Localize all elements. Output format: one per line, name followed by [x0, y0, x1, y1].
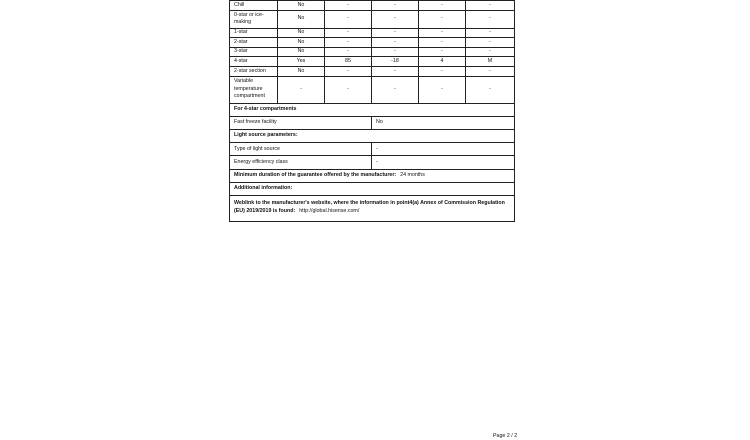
table-cell: -	[372, 28, 419, 38]
table-cell: -	[466, 28, 515, 38]
table-cell: -	[325, 47, 372, 57]
table-cell: No	[278, 38, 325, 48]
compartment-label: Variable temperature compartment	[230, 76, 278, 103]
light-type-label: Type of light source	[230, 143, 372, 156]
table-cell: -	[419, 66, 466, 76]
additional-info-heading: Additional information:	[230, 182, 515, 195]
compartment-label: 2-star	[230, 38, 278, 48]
weblink-label: Weblink to the manufacturer's website, where the information in point4(a) Annex of Commission Regulation (EU) 2019/2019 is found:	[234, 200, 505, 214]
table-cell: -	[419, 28, 466, 38]
table-row	[230, 47, 515, 57]
compartment-label: Chill	[230, 1, 278, 11]
table-cell: -	[372, 10, 419, 28]
section-heading-row	[230, 182, 515, 195]
table-cell: -	[466, 66, 515, 76]
table-cell: -	[325, 76, 372, 103]
table-row	[230, 143, 515, 156]
fast-freeze-label: Fast freeze facility	[230, 116, 372, 129]
table-row	[230, 156, 515, 169]
fast-freeze-value: No	[372, 116, 515, 129]
compartment-label: 2-star section	[230, 66, 278, 76]
table-row	[230, 10, 515, 28]
light-type-value: -	[372, 143, 515, 156]
table-cell: -	[325, 66, 372, 76]
table-row	[230, 57, 515, 67]
compartment-label: 1-star	[230, 28, 278, 38]
energy-class-value: -	[372, 156, 515, 169]
table-row	[230, 28, 515, 38]
table-row	[230, 66, 515, 76]
table-cell: -	[419, 1, 466, 11]
product-information-table	[229, 0, 515, 222]
guarantee-value: 24 months	[400, 171, 425, 178]
table-cell: -	[466, 47, 515, 57]
table-cell: -	[372, 38, 419, 48]
energy-class-label: Energy efficiency class	[230, 156, 372, 169]
guarantee-label: Minimum duration of the guarantee offered by the manufacturer:	[234, 171, 397, 178]
guarantee-cell	[230, 169, 515, 182]
table-cell: No	[278, 28, 325, 38]
table-row	[230, 169, 515, 182]
table-row	[230, 116, 515, 129]
table-cell: -	[325, 10, 372, 28]
four-star-heading: For 4-star compartments	[230, 103, 515, 116]
table-cell: -	[419, 38, 466, 48]
table-cell: 85	[325, 57, 372, 67]
table-cell: -	[372, 1, 419, 11]
table-cell: -	[325, 28, 372, 38]
table-cell: -	[278, 76, 325, 103]
table-cell: -	[419, 47, 466, 57]
table-row	[230, 1, 515, 11]
section-heading-row	[230, 129, 515, 142]
compartment-label: 3-star	[230, 47, 278, 57]
table-row	[230, 38, 515, 48]
table-cell: -	[419, 10, 466, 28]
table-cell: -	[372, 76, 419, 103]
table-cell: -	[325, 1, 372, 11]
section-heading-row	[230, 103, 515, 116]
table-cell: -	[419, 76, 466, 103]
table-cell: -	[466, 10, 515, 28]
table-cell: Yes	[278, 57, 325, 67]
table-row	[230, 195, 515, 221]
table-cell: No	[278, 10, 325, 28]
weblink-cell	[230, 195, 515, 221]
page-number: Page 2 / 2	[493, 433, 518, 439]
table-cell: -	[372, 66, 419, 76]
table-cell: -	[466, 76, 515, 103]
compartment-label: 4-star	[230, 57, 278, 67]
table-cell: M	[466, 57, 515, 67]
table-cell: -	[466, 1, 515, 11]
table-cell: -	[372, 47, 419, 57]
table-cell: -18	[372, 57, 419, 67]
table-cell: No	[278, 66, 325, 76]
compartment-label: 0-star or ice-making	[230, 10, 278, 28]
table-cell: No	[278, 47, 325, 57]
table-cell: -	[466, 38, 515, 48]
table-cell: -	[325, 38, 372, 48]
table-cell: No	[278, 1, 325, 11]
table-cell: 4	[419, 57, 466, 67]
light-source-heading: Light source parameters:	[230, 129, 515, 142]
weblink-url[interactable]: http://global.hisense.com/	[299, 207, 360, 214]
table-row	[230, 76, 515, 103]
